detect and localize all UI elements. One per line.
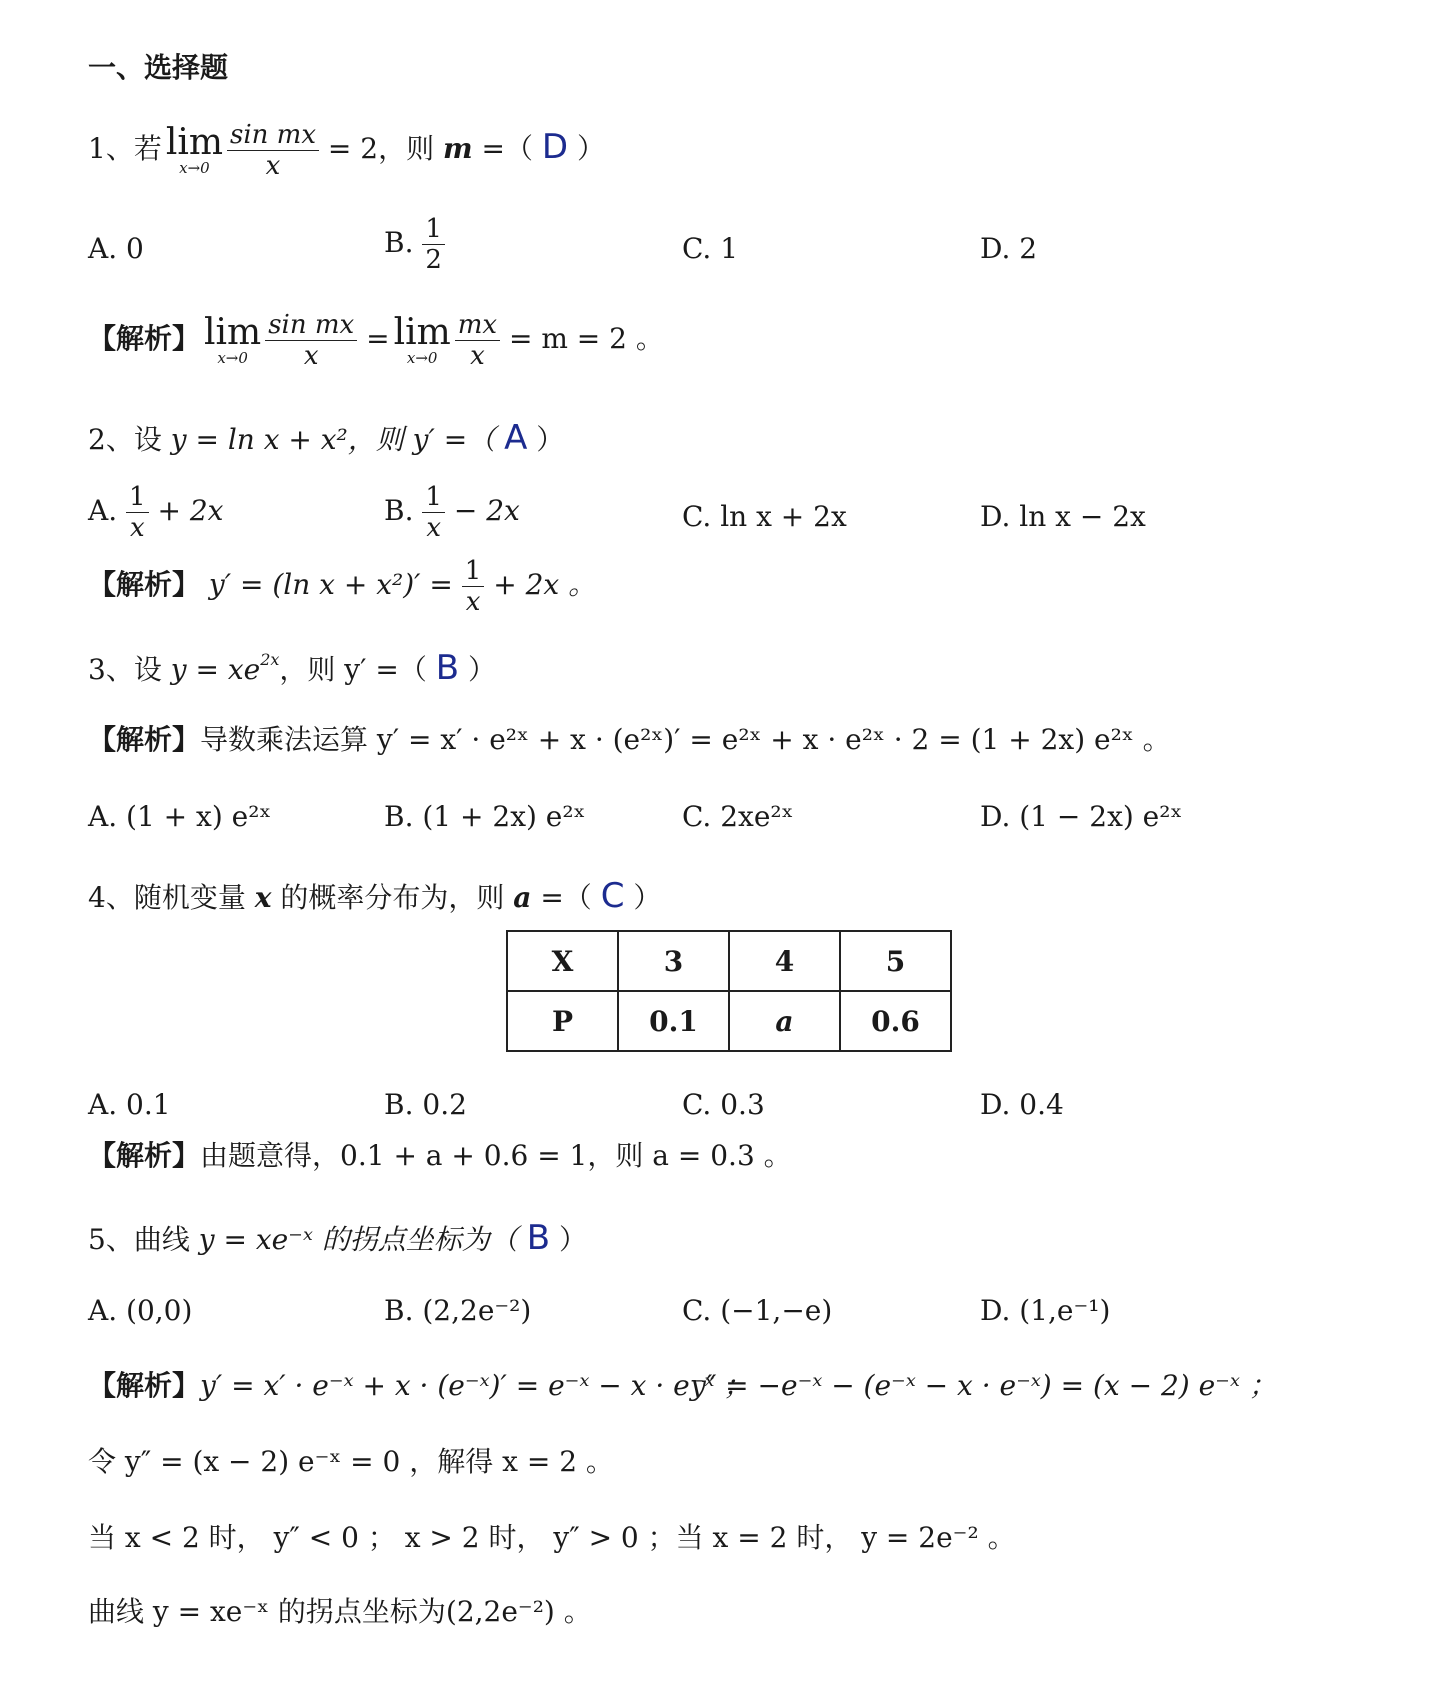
q5-answer: B	[526, 1218, 551, 1258]
q5-option-c: C. (−1,−e)	[682, 1294, 833, 1327]
q1-option-d: D. 2	[980, 232, 1038, 265]
q3-answer: B	[435, 648, 460, 688]
q2-answer: A	[504, 418, 528, 458]
q5-option-a: A. (0,0)	[88, 1294, 193, 1327]
q1-close: ）	[577, 132, 606, 165]
section-title: 一、选择题	[88, 51, 229, 84]
question-4: 4、随机变量 x 的概率分布为，则 a =（ C ）	[88, 876, 662, 916]
table-row: X 3 4 5	[507, 931, 951, 991]
q5-analysis-line-4: 曲线 y = xe⁻ˣ 的拐点坐标为(2,2e⁻²) 。	[88, 1595, 592, 1628]
q4-option-d: D. 0.4	[980, 1088, 1064, 1121]
probability-table	[506, 930, 952, 1052]
q1-option-c: C. 1	[682, 232, 739, 265]
question-2: 2、设 y = ln x + x²，则 y′ =（ A ）	[88, 418, 565, 458]
q2-option-d: D. ln x − 2x	[980, 500, 1146, 533]
q2-option-a: A. $\frac{1}{x}$ + 2x	[88, 482, 224, 543]
q4-option-c: C. 0.3	[682, 1088, 765, 1121]
table-row: P 0.1 a 0.6	[507, 991, 951, 1051]
q2-option-c: C. ln x + 2x	[682, 500, 847, 533]
q3-analysis: 【解析】导数乘法运算 y′ = x′ · e²ˣ + x · (e²ˣ)′ = e²ˣ + x · e²ˣ · 2 = (1 + 2x) e²ˣ 。	[88, 723, 1171, 756]
q4-analysis: 【解析】由题意得，0.1 + a + 0.6 = 1，则 a = 0.3 。	[88, 1139, 792, 1172]
q5-option-d: D. (1,e⁻¹)	[980, 1294, 1111, 1327]
q5-analysis-line-1: 【解析】y′ = x′ · e⁻ˣ + x · (e⁻ˣ)′ = e⁻ˣ − x · e⁻ˣ ；	[88, 1369, 752, 1402]
q1-var: m	[443, 132, 473, 165]
question-1	[88, 120, 605, 181]
q5-analysis-line-1b: y″ = −e⁻ˣ − (e⁻ˣ − x · e⁻ˣ) = (x − 2) e⁻ˣ ；	[690, 1369, 1277, 1402]
q1-answer: D	[541, 127, 569, 167]
q5-analysis-line-2: 令 y″ = (x − 2) e⁻ˣ = 0 ，解得 x = 2 。	[88, 1445, 614, 1478]
q1-option-b: B. $\frac{1}{2}$	[384, 214, 445, 275]
q1-fraction: $\frac{\text{sin mx}}{x}$	[227, 120, 319, 181]
q1-eq: =（	[481, 132, 534, 165]
q4-option-b: B. 0.2	[384, 1088, 467, 1121]
q1-option-a: A. 0	[88, 232, 144, 265]
q1-analysis: 【解析】 lim x→0 $\frac{\text{sin mx}}{x}$ = lim x→0 $\frac{mx}{x}$ = m = 2 。	[88, 310, 664, 371]
q1-after: = 2，则	[327, 132, 435, 165]
q2-option-b: B. $\frac{1}{x}$ − 2x	[384, 482, 520, 543]
q4-answer: C	[600, 876, 625, 916]
q3-option-b: B. (1 + 2x) e²ˣ	[384, 800, 586, 833]
q4-option-a: A. 0.1	[88, 1088, 171, 1121]
q3-option-c: C. 2xe²ˣ	[682, 800, 794, 833]
q3-option-a: A. (1 + x) e²ˣ	[88, 800, 272, 833]
q2-analysis: 【解析】 y′ = (ln x + x²)′ = $\frac{1}{x}$ + 2x 。	[88, 556, 597, 617]
q5-option-b: B. (2,2e⁻²)	[384, 1294, 532, 1327]
q1-limit: lim x→0	[165, 121, 223, 177]
question-5: 5、曲线 y = xe⁻ˣ 的拐点坐标为（ B ）	[88, 1218, 587, 1258]
q5-analysis-line-3: 当 x < 2 时， y″ < 0 ； x > 2 时， y″ > 0 ；当 x = 2 时， y = 2e⁻² 。	[88, 1521, 1016, 1554]
q1-prefix: 1、若	[88, 132, 162, 165]
question-3: 3、设 $y = xe^{2x}$，则 y′ =（ B ）	[88, 648, 496, 688]
q3-option-d: D. (1 − 2x) e²ˣ	[980, 800, 1183, 833]
